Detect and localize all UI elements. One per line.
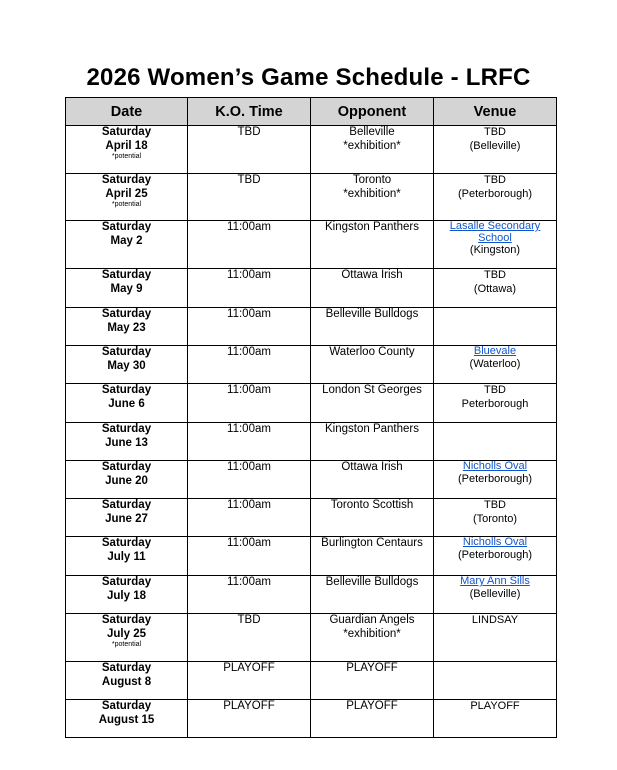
venue-location: (Peterborough) [458,187,532,200]
ko-time-cell: 11:00am [188,461,311,499]
page-title: 2026 Women’s Game Schedule - LRFC [86,64,531,91]
ko-time-cell: TBD [188,614,311,662]
venue-link[interactable]: Nicholls Oval [462,536,528,548]
venue-link-continued[interactable]: School [478,231,512,244]
date-day: Saturday [101,700,152,712]
venue-cell [434,126,557,174]
venue-name: TBD [484,174,506,186]
date-text: May 2 [110,234,143,247]
ko-time-cell: 11:00am [188,499,311,537]
date-day: Saturday [101,614,152,626]
opponent-cell [311,662,434,700]
opponent-cell [311,423,434,461]
ko-time-cell: 11:00am [188,576,311,614]
opponent-name: London St Georges [322,384,422,396]
date-text: August 15 [98,713,155,726]
venue-name: TBD [484,499,506,511]
schedule-table [65,97,557,738]
date-text: May 23 [107,321,146,334]
venue-cell [434,614,557,662]
date-note: *potential [111,153,142,160]
venue-cell [434,662,557,700]
date-text: April 25 [105,187,148,200]
opponent-name: Ottawa Irish [341,461,403,473]
opponent-cell [311,346,434,384]
venue-location: (Waterloo) [469,357,521,370]
venue-cell [434,499,557,537]
date-day: Saturday [101,174,152,186]
venue-location: (Belleville) [469,139,521,152]
ko-time-cell: 11:00am [188,269,311,308]
venue-name: PLAYOFF [470,700,520,712]
date-cell [66,700,188,738]
opponent-name: Burlington Centaurs [321,537,423,549]
date-day: Saturday [101,461,152,473]
header-ko-time: K.O. Time [188,98,311,126]
date-text: June 13 [105,436,148,449]
venue-name: TBD [484,384,506,396]
opponent-name: PLAYOFF [346,662,398,674]
opponent-name: Toronto Scottish [330,499,414,511]
ko-time-cell: PLAYOFF [188,662,311,700]
date-cell [66,537,188,576]
opponent-cell [311,614,434,662]
date-text: July 18 [107,589,146,602]
opponent-name: PLAYOFF [346,700,398,712]
date-day: Saturday [101,126,152,138]
date-cell [66,126,188,174]
venue-link[interactable]: Nicholls Oval [462,460,528,472]
venue-location: Peterborough [461,397,529,410]
venue-name: TBD [484,269,506,281]
date-day: Saturday [101,346,152,358]
date-day: Saturday [101,499,152,511]
header-venue: Venue [434,98,557,126]
opponent-name: Belleville Bulldogs [325,576,419,588]
date-note: *potential [111,641,142,648]
header-date: Date [66,98,188,126]
opponent-cell [311,461,434,499]
table-row [66,423,557,461]
date-cell [66,221,188,269]
venue-cell [434,384,557,423]
date-text: June 20 [105,474,148,487]
opponent-cell [311,384,434,423]
venue-name: LINDSAY [471,614,519,626]
date-cell [66,174,188,221]
opponent-note: *exhibition* [343,627,401,640]
ko-time-cell: 11:00am [188,221,311,269]
table-row [66,269,557,308]
date-text: August 8 [101,675,152,688]
venue-link[interactable]: Bluevale [473,345,517,357]
opponent-cell [311,269,434,308]
table-row [66,221,557,269]
header-row [66,98,557,126]
venue-cell [434,221,557,269]
opponent-name: Ottawa Irish [341,269,403,281]
venue-location: (Peterborough) [458,472,532,485]
ko-time-cell: TBD [188,174,311,221]
date-text: July 25 [107,627,146,640]
ko-time-cell: 11:00am [188,423,311,461]
date-cell [66,461,188,499]
opponent-cell [311,499,434,537]
opponent-cell [311,126,434,174]
date-day: Saturday [101,662,152,674]
date-note: *potential [111,201,142,208]
table-row [66,126,557,174]
date-cell [66,499,188,537]
opponent-name: Belleville [349,126,395,138]
table-row [66,614,557,662]
table-row [66,499,557,537]
date-day: Saturday [101,269,152,281]
header-opponent: Opponent [311,98,434,126]
date-cell [66,308,188,346]
opponent-note: *exhibition* [343,187,401,200]
opponent-name: Guardian Angels [329,614,415,626]
ko-time-cell: 11:00am [188,537,311,576]
opponent-cell [311,576,434,614]
venue-location: (Peterborough) [458,548,532,561]
date-text: May 9 [110,282,143,295]
table-row [66,537,557,576]
venue-cell [434,423,557,461]
opponent-cell [311,700,434,738]
date-cell [66,346,188,384]
venue-location: (Kingston) [469,244,521,256]
opponent-name: Kingston Panthers [325,221,419,233]
opponent-note: *exhibition* [343,139,401,152]
opponent-name: Kingston Panthers [325,423,419,435]
venue-cell [434,461,557,499]
venue-cell [434,700,557,738]
ko-time-cell: 11:00am [188,308,311,346]
date-text: July 11 [107,550,146,563]
ko-time-cell: TBD [188,126,311,174]
date-day: Saturday [101,423,152,435]
date-day: Saturday [101,221,152,233]
venue-cell [434,576,557,614]
table-row [66,700,557,738]
date-text: June 6 [108,397,145,410]
date-text: June 27 [105,512,148,525]
venue-location: (Ottawa) [473,282,517,295]
date-cell [66,423,188,461]
venue-cell [434,269,557,308]
date-cell [66,662,188,700]
venue-link[interactable]: Lasalle Secondary [449,220,541,232]
opponent-name: Toronto [352,174,392,186]
date-text: April 18 [105,139,148,152]
opponent-cell [311,221,434,269]
venue-cell [434,346,557,384]
date-day: Saturday [101,576,152,588]
venue-link[interactable]: Mary Ann Sills [460,575,530,587]
opponent-cell [311,174,434,221]
table-row [66,174,557,221]
date-day: Saturday [101,308,152,320]
opponent-name: Belleville Bulldogs [325,308,419,320]
table-row [66,384,557,423]
venue-name: TBD [484,126,506,138]
venue-location: (Belleville) [469,587,521,600]
date-day: Saturday [101,384,152,396]
venue-location: (Toronto) [472,512,518,525]
opponent-cell [311,537,434,576]
date-cell [66,384,188,423]
ko-time-cell: 11:00am [188,384,311,423]
date-cell [66,576,188,614]
opponent-cell [311,308,434,346]
table-row [66,346,557,384]
ko-time-cell: 11:00am [188,346,311,384]
venue-cell [434,174,557,221]
schedule-body [66,126,557,738]
date-cell [66,269,188,308]
venue-cell [434,308,557,346]
date-cell [66,614,188,662]
venue-cell [434,537,557,576]
table-row [66,461,557,499]
table-row [66,576,557,614]
table-row [66,308,557,346]
ko-time-cell: PLAYOFF [188,700,311,738]
date-text: May 30 [107,359,146,372]
date-day: Saturday [101,537,152,549]
opponent-name: Waterloo County [329,346,415,358]
table-row [66,662,557,700]
